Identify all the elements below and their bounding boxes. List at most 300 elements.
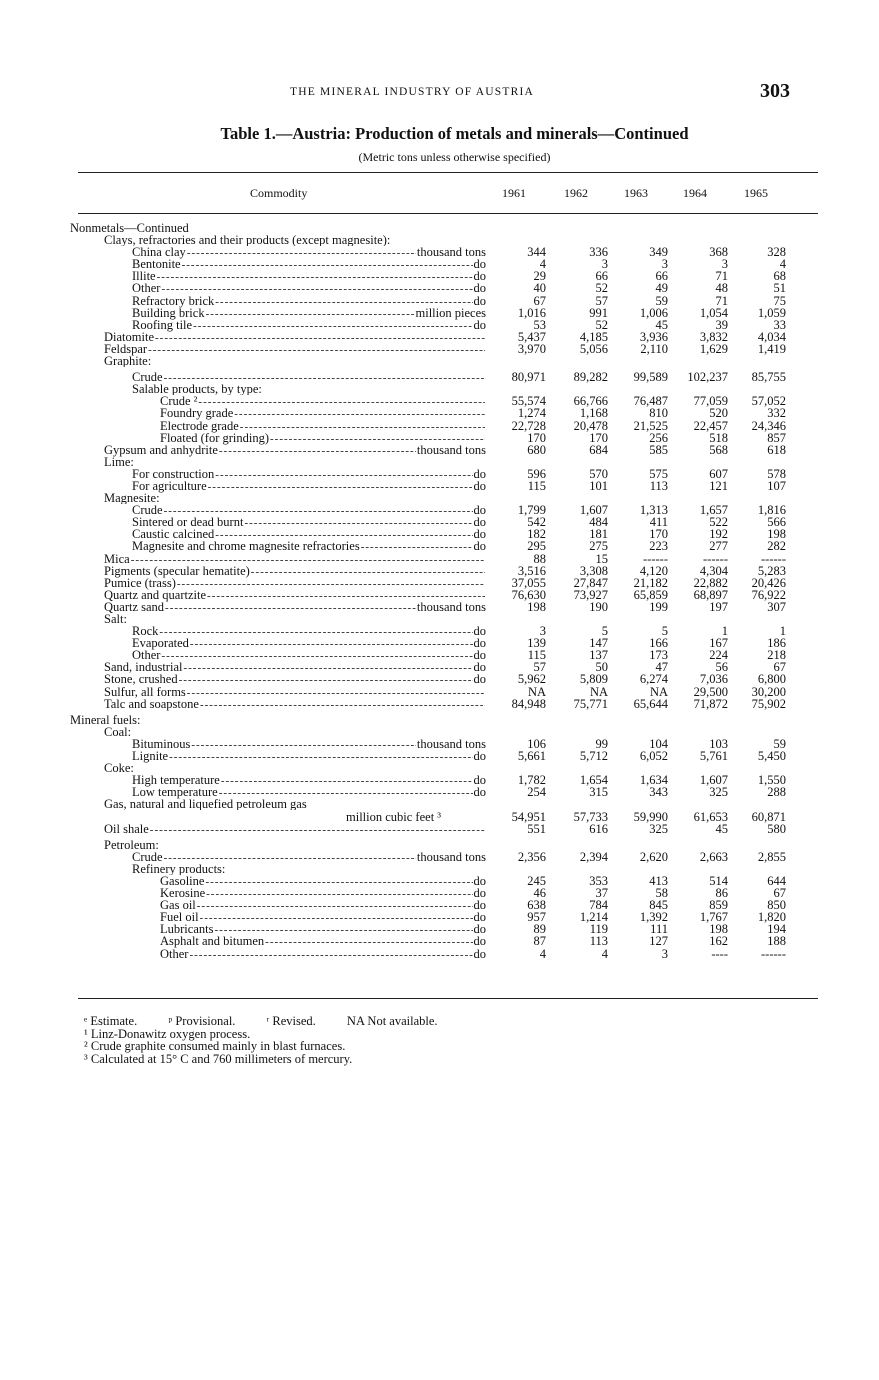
unit-label: thousand tons: [416, 443, 486, 457]
unit-label: do: [473, 516, 486, 530]
value-1965: 566: [767, 515, 786, 530]
value-1962: 1,607: [579, 503, 608, 518]
row-label: [132, 528, 486, 541]
table-row: [0, 811, 879, 823]
row-label: [104, 589, 486, 602]
commodity-name: Mica: [104, 552, 130, 566]
table-row: [0, 307, 879, 319]
row-label: [132, 851, 486, 864]
table-row: [0, 887, 879, 899]
commodity-name: Pigments (specular hematite): [104, 564, 250, 578]
row-label: [132, 246, 486, 259]
table-row: [0, 839, 879, 851]
value-1965: 1,820: [757, 910, 786, 925]
value-1961: 4: [539, 257, 546, 272]
value-1962: 5,056: [579, 341, 608, 356]
value-1964: 197: [709, 599, 728, 614]
commodity-name: Salable products, by type:: [132, 383, 262, 396]
unit-label: do: [473, 673, 486, 687]
row-label: [132, 504, 486, 517]
commodity-name: Sulfur, all forms: [104, 685, 186, 699]
row-label: [132, 786, 486, 799]
legend-estimate: ᵉ Estimate.: [84, 1014, 138, 1028]
table-row: [0, 468, 879, 480]
table-row: [0, 480, 879, 492]
commodity-name: Magnesite:: [104, 492, 160, 505]
value-1961: 29: [533, 269, 546, 284]
value-1963: 113: [649, 478, 668, 493]
value-1965: 218: [767, 648, 786, 663]
unit-label: do: [473, 294, 486, 308]
legend-revised: ʳ Revised.: [266, 1014, 316, 1028]
value-1962: 119: [589, 922, 608, 937]
value-1961: 89: [533, 922, 546, 937]
value-1964: 68,897: [693, 587, 728, 602]
table-row: [0, 935, 879, 947]
table-row: [0, 851, 879, 863]
row-label: [104, 331, 486, 344]
row-label: [132, 774, 486, 787]
commodity-name: Stone, crushed: [104, 673, 178, 687]
table-row: [0, 649, 879, 661]
value-1962: 315: [589, 785, 608, 800]
table-row: [0, 407, 879, 419]
value-1962: 52: [595, 317, 608, 332]
value-1964: 1,767: [699, 910, 728, 925]
value-1964: 520: [709, 406, 728, 421]
value-1964: 277: [709, 539, 728, 554]
value-1964: 77,059: [693, 394, 728, 409]
table-row: [0, 738, 879, 750]
value-1965: 20,426: [751, 575, 786, 590]
commodity-name: Sand, industrial: [104, 661, 183, 675]
unit-label: do: [473, 750, 486, 764]
value-1964: 71: [715, 269, 728, 284]
table-body: [0, 222, 879, 960]
row-label: [104, 661, 486, 674]
row-label: [132, 371, 486, 384]
unit-label: do: [473, 540, 486, 554]
table-row: [0, 395, 879, 407]
value-1963: 170: [649, 527, 668, 542]
value-1961: 3,970: [517, 341, 546, 356]
value-1963: 413: [649, 873, 668, 888]
value-1964: 568: [709, 442, 728, 457]
commodity-name: Clays, refractories and their products (except magnesite):: [104, 234, 391, 247]
value-1961: 53: [533, 317, 546, 332]
table-row: [0, 540, 879, 552]
footnote-2: ² Crude graphite consumed mainly in blast furnaces.: [84, 1039, 346, 1053]
commodity-name: Refinery products:: [132, 862, 226, 875]
value-1964: 224: [709, 648, 728, 663]
value-1964: 522: [709, 515, 728, 530]
value-1961: 957: [527, 910, 546, 925]
value-1964: 368: [709, 245, 728, 260]
footnote-3: ³ Calculated at 15° C and 760 millimeters of mercury.: [84, 1051, 353, 1066]
table-row: [0, 234, 879, 246]
value-1962: 484: [589, 515, 608, 530]
value-1965: 76,922: [751, 587, 786, 602]
value-1962: 336: [589, 245, 608, 260]
value-1963: 4,120: [639, 563, 668, 578]
commodity-name: Lime:: [104, 455, 134, 468]
commodity-name: Nonmetals—Continued: [70, 222, 189, 234]
commodity-name: Feldspar: [104, 342, 148, 356]
value-1965: 578: [767, 466, 786, 481]
commodity-name: High temperature: [132, 774, 220, 788]
value-1963: 104: [649, 736, 668, 751]
value-1961: 80,971: [511, 370, 546, 385]
unit-label: do: [473, 947, 486, 961]
value-1962: 3,308: [579, 563, 608, 578]
value-1962: 101: [589, 478, 608, 493]
footnote-1: ¹ Linz-Donawitz oxygen process.: [84, 1026, 251, 1041]
value-1961: 1,016: [517, 305, 546, 320]
value-1965: 6,800: [757, 672, 786, 687]
value-1965: 1: [779, 624, 786, 639]
row-label: [104, 234, 390, 246]
value-1964: 39: [715, 317, 728, 332]
value-1963: 173: [649, 648, 668, 663]
commodity-name: Floated (for grinding): [160, 431, 270, 445]
commodity-name: For construction: [132, 467, 215, 481]
value-1963: 127: [649, 934, 668, 949]
unit-label: do: [473, 318, 486, 332]
value-1963: 76,487: [633, 394, 668, 409]
value-1963: 59,990: [633, 809, 668, 824]
value-1964: 198: [709, 922, 728, 937]
value-1961: 5,962: [517, 672, 546, 687]
commodity-name: Electrode grade: [160, 419, 239, 433]
value-1964: 45: [715, 821, 728, 836]
table-row: [0, 613, 879, 625]
row-label: [104, 601, 486, 614]
row-label: [104, 565, 486, 578]
row-label: [132, 270, 486, 283]
table-row: [0, 343, 879, 355]
column-header-1963: 1963: [624, 186, 648, 200]
value-1964: 86: [715, 886, 728, 901]
value-1962: 73,927: [573, 587, 608, 602]
value-1965: 194: [767, 922, 786, 937]
footnote-legend: [84, 1015, 466, 1028]
commodity-name: Coal:: [104, 725, 132, 738]
value-1965: ------: [761, 946, 786, 961]
value-1962: 52: [595, 281, 608, 296]
value-1961: 170: [527, 430, 546, 445]
row-label: [132, 649, 486, 662]
table-row: [0, 270, 879, 282]
value-1965: 282: [767, 539, 786, 554]
table-row: [0, 948, 879, 960]
commodity-name: China clay: [132, 246, 186, 260]
value-1963: 199: [649, 599, 668, 614]
value-1963: 325: [649, 821, 668, 836]
table-title: Table 1.—Austria: Production of metals and minerals—Continued: [220, 124, 689, 143]
value-1965: 5,450: [757, 749, 786, 764]
unit-label: do: [473, 923, 486, 937]
value-1964: 5,761: [699, 749, 728, 764]
value-1964: 192: [709, 527, 728, 542]
value-1961: 5,437: [517, 329, 546, 344]
value-1962: 66: [595, 269, 608, 284]
value-1962: 616: [589, 821, 608, 836]
commodity-name: Pumice (trass): [104, 576, 176, 590]
value-1961: 37,055: [511, 575, 546, 590]
unit-label: do: [473, 899, 486, 913]
value-1963: 111: [650, 922, 668, 937]
row-label: [132, 637, 486, 650]
value-1964: 325: [709, 785, 728, 800]
dot-leader: [150, 824, 485, 836]
value-1962: 275: [589, 539, 608, 554]
table-row: [0, 625, 879, 637]
value-1961: 76,630: [511, 587, 546, 602]
row-label: [160, 923, 486, 936]
value-1963: 223: [649, 539, 668, 554]
value-1962: 1,168: [579, 406, 608, 421]
table-row: [0, 504, 879, 516]
row-label: [104, 456, 134, 468]
row-label: [104, 343, 486, 356]
value-1963: 5: [661, 624, 668, 639]
value-1965: 24,346: [751, 418, 786, 433]
value-1964: 2,663: [699, 849, 728, 864]
value-1964: 61,653: [693, 809, 728, 824]
row-label: [160, 875, 486, 888]
value-1965: 85,755: [751, 370, 786, 385]
value-1961: 1,782: [517, 773, 546, 788]
value-1963: 1,634: [639, 773, 668, 788]
commodity-name: Quartz sand: [104, 600, 165, 614]
row-label: [104, 444, 486, 457]
value-1961: 182: [527, 527, 546, 542]
value-1961: 254: [527, 785, 546, 800]
table-row: [0, 726, 879, 738]
value-1963: 21,182: [633, 575, 668, 590]
value-1964: 859: [709, 898, 728, 913]
row-label: [160, 887, 486, 900]
commodity-name: Asphalt and bitumen: [160, 935, 265, 949]
commodity-name: Low temperature: [132, 786, 218, 800]
value-1964: 103: [709, 736, 728, 751]
value-1962: 113: [589, 934, 608, 949]
value-1962: 5: [601, 624, 608, 639]
commodity-name: Foundry grade: [160, 407, 234, 421]
value-1964: 162: [709, 934, 728, 949]
value-1964: 71,872: [693, 696, 728, 711]
commodity-name: For agriculture: [132, 479, 207, 493]
value-1961: 596: [527, 466, 546, 481]
unit-label: do: [473, 661, 486, 675]
value-1964: ----: [711, 946, 728, 961]
table-row: [0, 282, 879, 294]
row-label: [132, 319, 486, 332]
value-1965: 580: [767, 821, 786, 836]
value-1965: 67: [773, 886, 786, 901]
unit-label: thousand tons: [416, 600, 486, 614]
value-1962: 99: [595, 736, 608, 751]
value-1962: 784: [589, 898, 608, 913]
value-1961: 344: [527, 245, 546, 260]
value-1964: 1: [721, 624, 728, 639]
row-label: [160, 432, 486, 445]
value-1963: NA: [649, 684, 668, 699]
table-row: [0, 899, 879, 911]
value-1963: 349: [649, 245, 668, 260]
row-label: [104, 577, 486, 590]
value-1963: 343: [649, 785, 668, 800]
value-1961: 88: [533, 551, 546, 566]
table-row: [0, 492, 879, 504]
unit-label: do: [473, 637, 486, 651]
row-label: [104, 823, 486, 836]
value-1961: 3,516: [517, 563, 546, 578]
table-row: [0, 565, 879, 577]
value-1963: 256: [649, 430, 668, 445]
row-label: [104, 686, 486, 699]
value-1961: 57: [533, 660, 546, 675]
value-1961: 54,951: [511, 809, 546, 824]
commodity-name: Crude: [132, 371, 163, 385]
row-label: [160, 911, 486, 924]
column-header-1965: 1965: [744, 186, 768, 200]
value-1965: 67: [773, 660, 786, 675]
value-1964: 1,607: [699, 773, 728, 788]
value-1961: 680: [527, 442, 546, 457]
table-row: [0, 875, 879, 887]
value-1963: 66: [655, 269, 668, 284]
value-1962: 3: [601, 257, 608, 272]
unit-label: thousand tons: [416, 246, 486, 260]
table-row: [0, 786, 879, 798]
table-row: [0, 444, 879, 456]
value-1961: 245: [527, 873, 546, 888]
commodity-name: Fuel oil: [160, 911, 199, 925]
value-1963: 3: [661, 946, 668, 961]
dot-leader: [200, 699, 485, 711]
table-row: [0, 456, 879, 468]
commodity-name: Refractory brick: [132, 294, 215, 308]
value-1964: 1,054: [699, 305, 728, 320]
row-label: [104, 492, 160, 504]
commodity-name: Illite: [132, 270, 156, 284]
value-1965: 307: [767, 599, 786, 614]
unit-label: do: [473, 786, 486, 800]
running-head: THE MINERAL INDUSTRY OF AUSTRIA: [290, 86, 534, 98]
legend-not-available: NA Not available.: [346, 1014, 438, 1028]
table-row: [0, 637, 879, 649]
unit-label: do: [473, 528, 486, 542]
table-row: [0, 714, 879, 726]
commodity-name: Sintered or dead burnt: [132, 516, 244, 530]
value-1963: ------: [643, 551, 668, 566]
value-1962: 147: [589, 636, 608, 651]
value-1962: 170: [589, 430, 608, 445]
value-1963: 1,392: [639, 910, 668, 925]
value-1964: 56: [715, 660, 728, 675]
unit-label: thousand tons: [416, 737, 486, 751]
row-label: [132, 383, 262, 395]
commodity-name: Other: [132, 649, 161, 663]
commodity-name: Roofing tile: [132, 318, 193, 332]
commodity-name: Quartz and quartzite: [104, 588, 207, 602]
table-row: [0, 295, 879, 307]
row-label: [132, 480, 486, 493]
value-1961: 22,728: [511, 418, 546, 433]
value-1961: 4: [539, 946, 546, 961]
value-1963: 49: [655, 281, 668, 296]
value-1961: 40: [533, 281, 546, 296]
commodity-name: Talc and soapstone: [104, 697, 199, 711]
table-row: [0, 774, 879, 786]
value-1961: 542: [527, 515, 546, 530]
column-header-1964: 1964: [683, 186, 707, 200]
value-1965: 1,419: [757, 341, 786, 356]
row-label: [70, 222, 189, 234]
value-1962: 4,185: [579, 329, 608, 344]
value-1962: 2,394: [579, 849, 608, 864]
column-header-1961: 1961: [502, 186, 526, 200]
value-1965: 5,283: [757, 563, 786, 578]
unit-label: do: [473, 887, 486, 901]
unit-label: do: [473, 774, 486, 788]
value-1965: 59: [773, 736, 786, 751]
value-1962: 181: [589, 527, 608, 542]
value-1961: 638: [527, 898, 546, 913]
value-1962: 50: [595, 660, 608, 675]
row-label: [132, 750, 486, 763]
table-row: [0, 673, 879, 685]
unit-label: do: [473, 504, 486, 518]
value-1965: 857: [767, 430, 786, 445]
value-1961: 106: [527, 736, 546, 751]
table-row: [0, 319, 879, 331]
value-1962: 5,712: [579, 749, 608, 764]
value-1961: 295: [527, 539, 546, 554]
value-1965: 4,034: [757, 329, 786, 344]
table-row: [0, 750, 879, 762]
value-1961: 87: [533, 934, 546, 949]
commodity-name: Gasoline: [160, 874, 205, 888]
value-1963: 1,006: [639, 305, 668, 320]
value-1963: 845: [649, 898, 668, 913]
value-1963: 2,620: [639, 849, 668, 864]
value-1961: 1,799: [517, 503, 546, 518]
row-label: [70, 714, 140, 726]
value-1965: 1,816: [757, 503, 786, 518]
row-label: [132, 282, 486, 295]
value-1961: 139: [527, 636, 546, 651]
table-row: [0, 686, 879, 698]
value-1965: 328: [767, 245, 786, 260]
commodity-name: Salt:: [104, 613, 127, 625]
row-label: [132, 516, 486, 529]
commodity-name: Crude: [132, 504, 163, 518]
row-label: [104, 673, 486, 686]
unit-label: do: [473, 935, 486, 949]
commodity-name: Lubricants: [160, 923, 214, 937]
row-label: [104, 798, 307, 810]
value-1961: 551: [527, 821, 546, 836]
value-1963: 1,313: [639, 503, 668, 518]
value-1962: 190: [589, 599, 608, 614]
unit-label: thousand tons: [416, 850, 486, 864]
value-1963: 65,644: [633, 696, 668, 711]
value-1963: 47: [655, 660, 668, 675]
value-1965: 850: [767, 898, 786, 913]
value-1965: 332: [767, 406, 786, 421]
